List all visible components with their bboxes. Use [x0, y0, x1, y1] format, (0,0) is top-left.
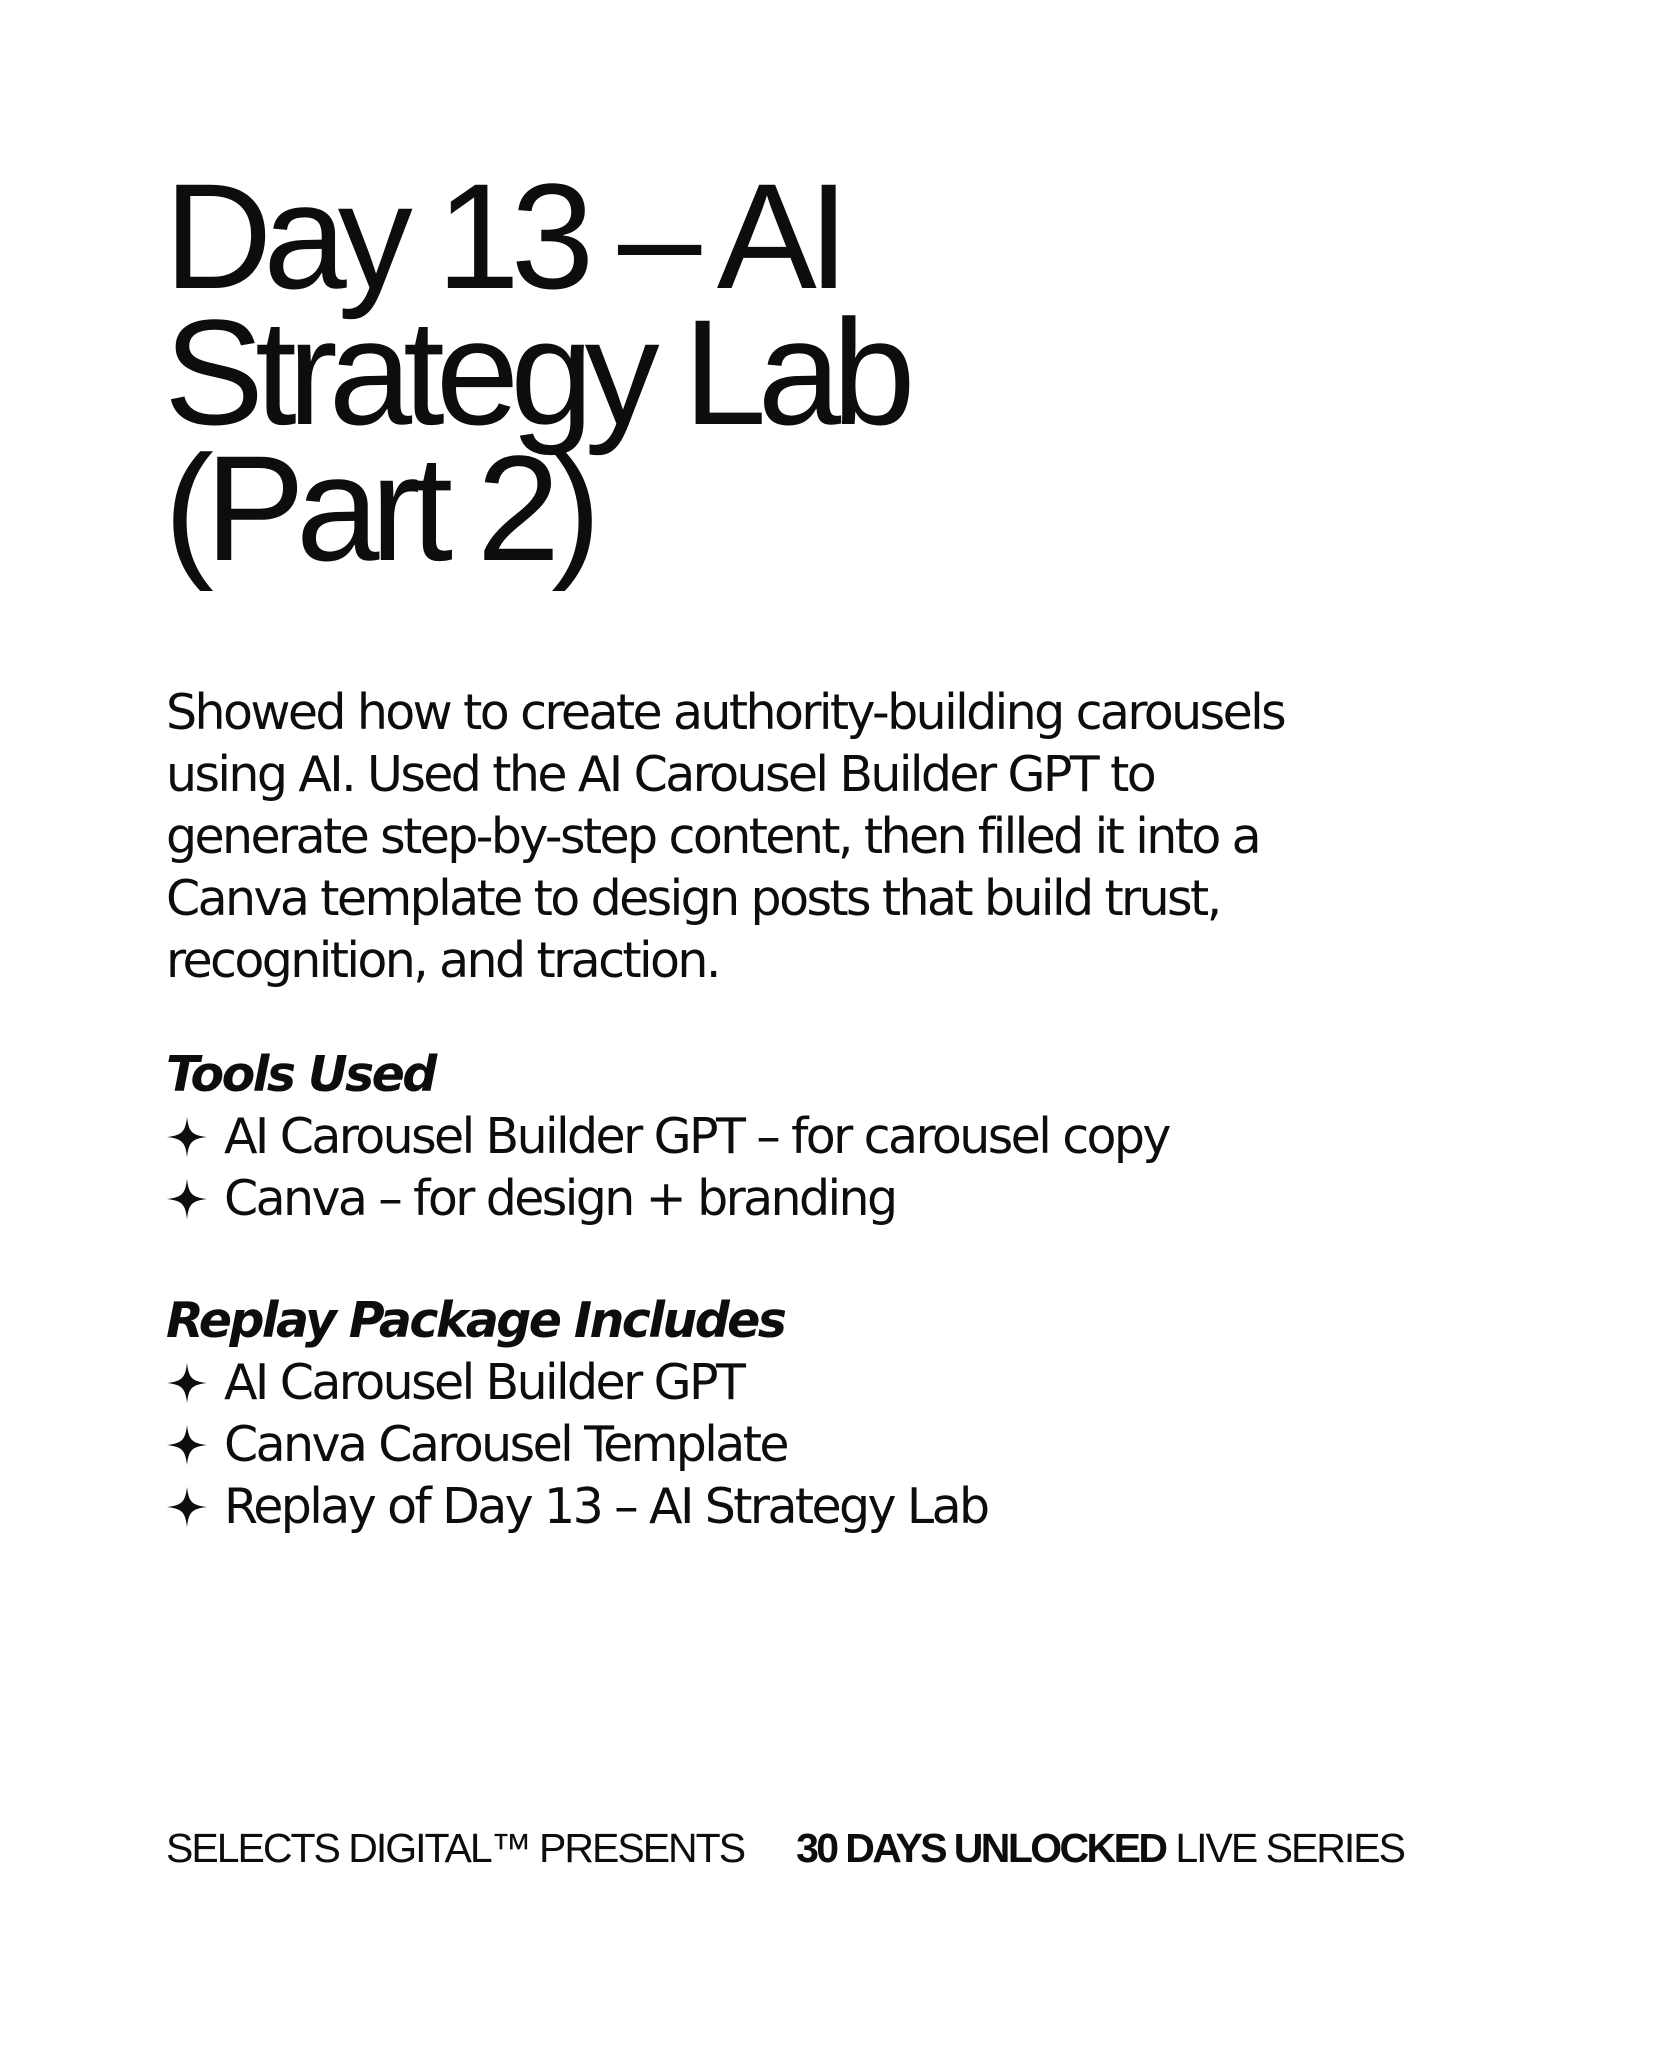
series-suffix: LIVE SERIES	[1175, 1825, 1404, 1871]
list-item	[166, 1168, 1486, 1230]
title-line: Day 13 – AI	[164, 152, 841, 320]
replay-package-section	[166, 1290, 1486, 1538]
list-item	[166, 1414, 1486, 1476]
tools-used-heading: Tools Used	[166, 1046, 435, 1103]
four-point-star-icon	[166, 1486, 208, 1528]
replay-package-heading: Replay Package Includes	[166, 1292, 785, 1349]
four-point-star-icon	[166, 1424, 208, 1466]
description-line: Showed how to create authority-building carousels	[166, 684, 1285, 741]
description-line: using AI. Used the AI Carousel Builder GPT to	[166, 746, 1155, 803]
list-item-text: AI Carousel Builder GPT – for carousel copy	[224, 1108, 1169, 1165]
list-item	[166, 1476, 1486, 1538]
title-line: (Part 2)	[164, 424, 593, 592]
list-item	[166, 1106, 1486, 1168]
four-point-star-icon	[166, 1116, 208, 1158]
presenter-credit: SELECTS DIGITAL™ PRESENTS	[166, 1825, 745, 1871]
description-line: generate step-by-step content, then filled it into a	[166, 808, 1260, 865]
series-name: 30 DAYS UNLOCKED	[796, 1825, 1166, 1871]
page-title	[164, 152, 1464, 592]
four-point-star-icon	[166, 1362, 208, 1404]
list-item-text: Replay of Day 13 – AI Strategy Lab	[224, 1478, 988, 1535]
tools-used-section	[166, 1044, 1486, 1230]
replay-package-list	[166, 1352, 1486, 1538]
list-item-text: AI Carousel Builder GPT	[224, 1354, 744, 1411]
four-point-star-icon	[166, 1178, 208, 1220]
list-item-text: Canva Carousel Template	[224, 1416, 787, 1473]
footer	[166, 1820, 1506, 1876]
description	[166, 682, 1486, 992]
list-item	[166, 1352, 1486, 1414]
tools-used-list	[166, 1106, 1486, 1230]
list-item-text: Canva – for design + branding	[224, 1170, 896, 1227]
description-line: recognition, and traction.	[166, 932, 719, 989]
description-line: Canva template to design posts that build trust,	[166, 870, 1220, 927]
title-line: Strategy Lab	[164, 288, 907, 456]
